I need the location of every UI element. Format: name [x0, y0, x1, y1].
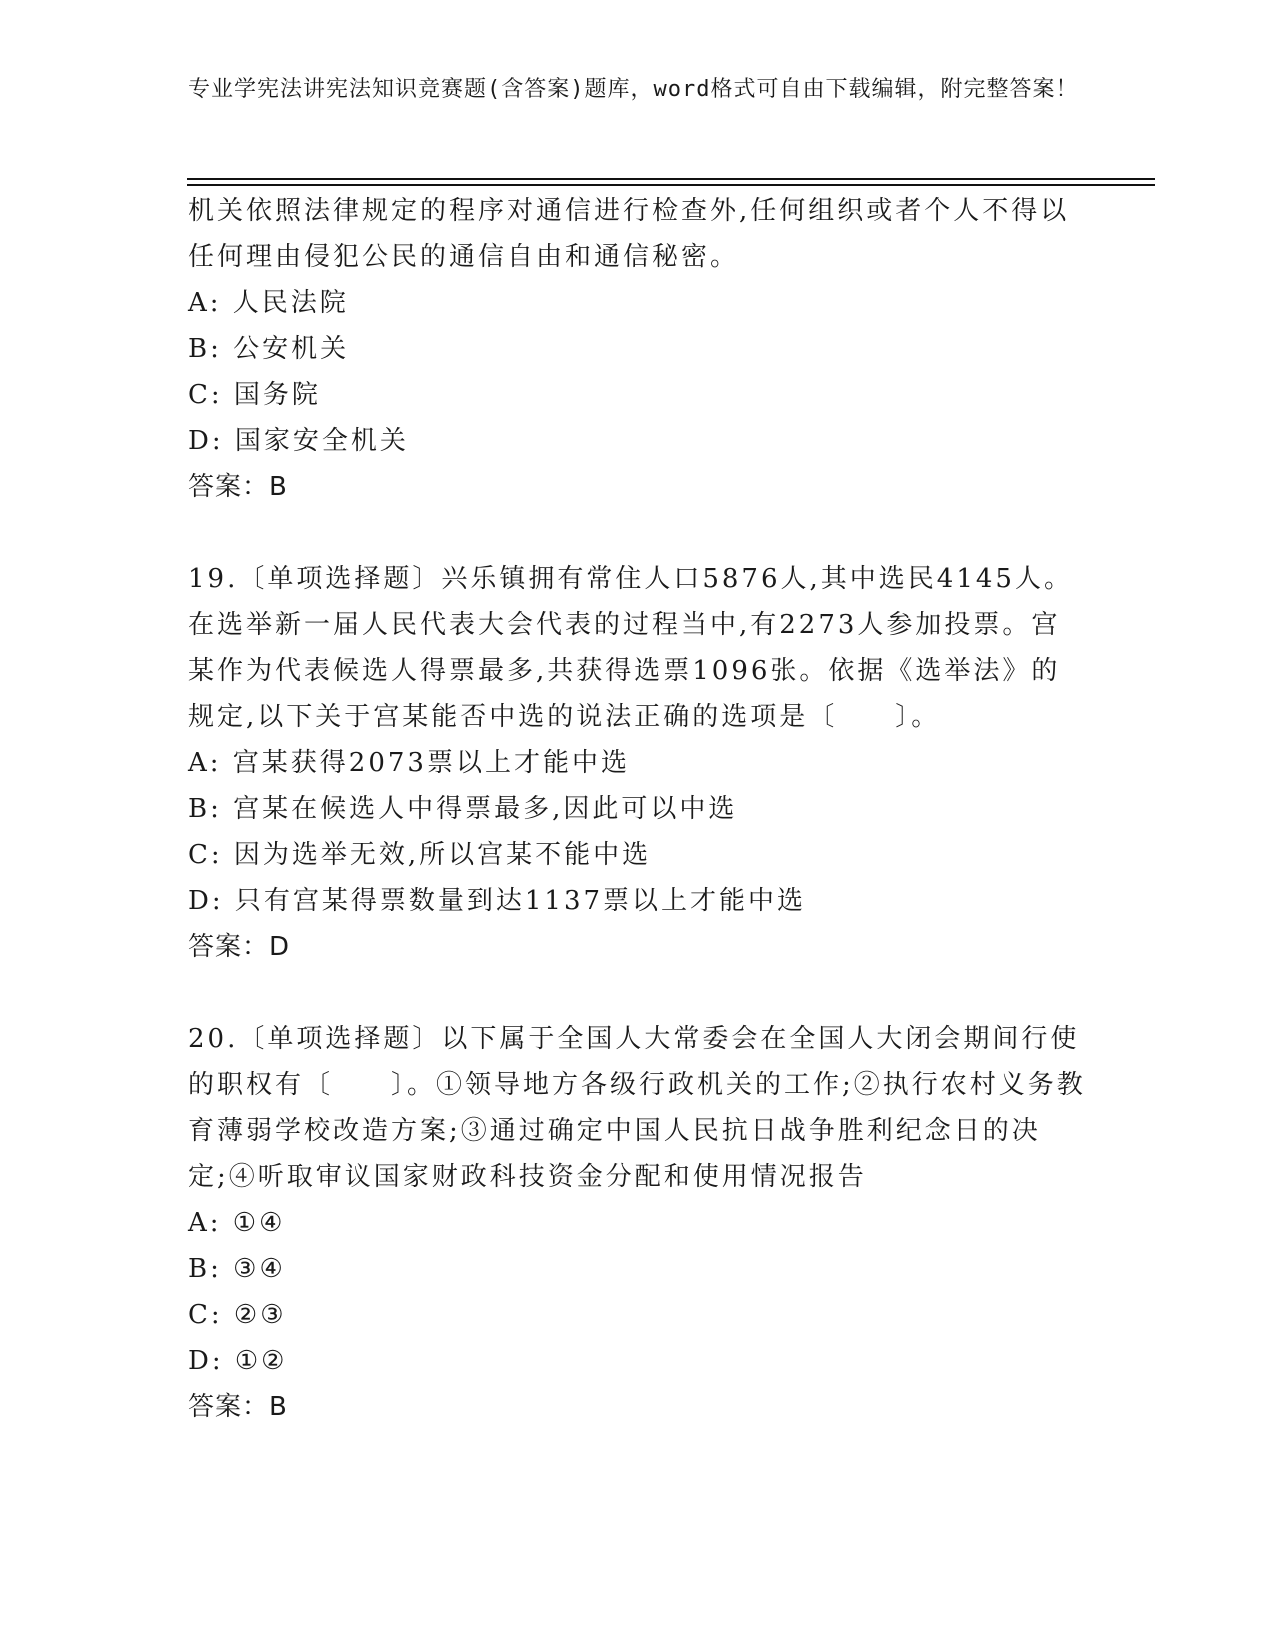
answer: 答案：B: [188, 1392, 288, 1422]
header-rule-bottom: [187, 184, 1155, 186]
option-d: D: 只有宫某得票数量到达1137票以上才能中选: [188, 886, 807, 916]
option-c: C: 国务院: [188, 380, 321, 410]
option-d: D: ①②: [188, 1346, 288, 1376]
question-20: [188, 1016, 1088, 1430]
answer: 答案：B: [188, 472, 288, 502]
answer: 答案：D: [188, 932, 291, 962]
option-b: B: 公安机关: [188, 334, 350, 364]
question-text: 20.〔单项选择题〕以下属于全国人大常委会在全国人大闭会期间行使的职权有〔 〕。①领导地方各级行政机关的工作;②执行农村义务教育薄弱学校改造方案;③通过确定中国人民抗日战争胜利纪念日的决定;④听取审议国家财政科技资金分配和使用情况报告: [188, 1024, 1086, 1192]
document-body: [188, 188, 1088, 1430]
option-a: A: 宫某获得2073票以上才能中选: [188, 748, 630, 778]
document-header: 专业学宪法讲宪法知识竞赛题(含答案)题库，word格式可自由下载编辑，附完整答案！: [188, 77, 1079, 102]
question-text: 19.〔单项选择题〕兴乐镇拥有常住人口5876人,其中选民4145人。在选举新一届人民代表大会代表的过程当中,有2273人参加投票。宫某作为代表候选人得票最多,共获得选票1096张。依据《选举法》的规定,以下关于宫某能否中选的说法正确的选项是〔 〕。: [188, 564, 1073, 732]
question-continued: [188, 188, 1088, 510]
option-c: C: ②③: [188, 1300, 287, 1330]
option-a: A: 人民法院: [188, 288, 349, 318]
question-text: 机关依照法律规定的程序对通信进行检查外,任何组织或者个人不得以任何理由侵犯公民的通信自由和通信秘密。: [188, 196, 1070, 272]
option-a: A: ①④: [188, 1208, 286, 1238]
option-d: D: 国家安全机关: [188, 426, 409, 456]
option-b: B: ③④: [188, 1254, 286, 1284]
option-c: C: 因为选举无效,所以宫某不能中选: [188, 840, 652, 870]
option-b: B: 宫某在候选人中得票最多,因此可以中选: [188, 794, 738, 824]
question-19: [188, 556, 1088, 970]
header-rule-top: [187, 178, 1155, 180]
